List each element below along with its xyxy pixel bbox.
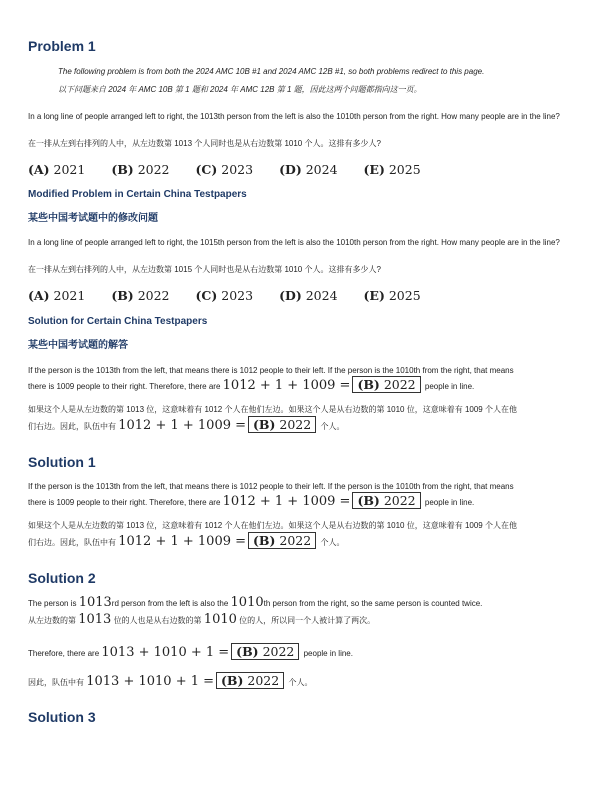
modified-problem-heading-zh: 某些中国考试题中的修改问题 (28, 213, 158, 224)
boxed-answer: (B) 2022 (352, 376, 420, 393)
choice-e: (E) 2025 (363, 288, 421, 303)
china-solution-en-line2: there is 1009 people to their right. Therefore, there are 1012 + 1 + 1009 = (B) 2022 people in line. (28, 377, 475, 393)
choice-b: (B) 2022 (111, 288, 170, 303)
solution-1-en-line2: there is 1009 people to their right. Therefore, there are 1012 + 1 + 1009 = (B) 2022 people in line. (28, 493, 475, 509)
boxed-answer: (B) 2022 (248, 416, 316, 433)
solution-2-therefore-zh: 因此，队伍中有 1013 + 1010 + 1 = (B) 2022 个人。 (28, 673, 313, 689)
choice-b: (B) 2022 (111, 162, 170, 177)
boxed-answer: (B) 2022 (352, 492, 420, 509)
math-expression: 1012 + 1 + 1009 = (222, 494, 351, 509)
problem-1-choices (28, 162, 443, 177)
china-solution-heading-en: Solution for Certain China Testpapers (28, 316, 208, 327)
math-expression: 1012 + 1 + 1009 = (118, 534, 247, 549)
choice-d: (D) 2024 (279, 288, 338, 303)
problem-1-text-en: In a long line of people arranged left to right, the 1013th person from the left is also the 1010th person from the right. How many people are in the line? (28, 112, 560, 121)
math-expression: 1012 + 1 + 1009 = (222, 378, 351, 393)
solution-2-en-text: The person is 1013rd person from the left is also the 1010th person from the right, so the same person is counted twice. (28, 595, 483, 610)
solution-1-heading: Solution 1 (28, 454, 96, 470)
solution-2-therefore-en: Therefore, there are 1013 + 1010 + 1 = (B) 2022 people in line. (28, 644, 353, 660)
boxed-answer: (B) 2022 (231, 643, 299, 660)
choice-c: (C) 2023 (195, 288, 254, 303)
modified-problem-text-zh: 在一排从左到右排列的人中，从左边数第 1015 个人同时也是从右边数第 1010 个人。这排有多少人? (28, 265, 381, 274)
solution-2-zh-text: 从左边数的第 1013 位的人也是从右边数的第 1010 位的人，所以同一个人被计算了两次。 (28, 612, 376, 627)
problem-1-heading: Problem 1 (28, 38, 96, 54)
redirect-note-zh: 以下问题来自 2024 年 AMC 10B 第 1 题和 2024 年 AMC 12B 第 1 题，因此这两个问题都指向这一页。 (58, 85, 422, 94)
math-expression: 1013 + 1010 + 1 = (101, 645, 230, 660)
redirect-note-en: The following problem is from both the 2024 AMC 10B #1 and 2024 AMC 12B #1, so both problems redirect to this page. (58, 67, 485, 76)
math-expression: 1013 + 1010 + 1 = (86, 674, 215, 689)
solution-1-zh-line2: 们右边。因此，队伍中有 1012 + 1 + 1009 = (B) 2022 个人。 (28, 533, 345, 549)
solution-1-en-line1: If the person is the 1013th from the left, that means there is 1012 people to their left. If the person is the 1010th from the right, that means (28, 482, 514, 491)
solution-3-heading: Solution 3 (28, 709, 96, 725)
modified-problem-heading-en: Modified Problem in Certain China Testpapers (28, 189, 247, 200)
boxed-answer: (B) 2022 (216, 672, 284, 689)
choice-e: (E) 2025 (363, 162, 421, 177)
china-solution-zh-line2: 们右边。因此，队伍中有 1012 + 1 + 1009 = (B) 2022 个人。 (28, 417, 345, 433)
china-solution-en-line1: If the person is the 1013th from the left, that means there is 1012 people to their left. If the person is the 1010th from the right, that means (28, 366, 514, 375)
china-solution-heading-zh: 某些中国考试题的解答 (28, 340, 128, 351)
solution-2-heading: Solution 2 (28, 570, 96, 586)
choice-a: (A) 2021 (28, 288, 86, 303)
china-solution-zh-line1: 如果这个人是从左边数的第 1013 位，这意味着有 1012 个人在他们左边。如果这个人是从右边数的第 1010 位，这意味着有 1009 个人在他 (28, 405, 517, 414)
choice-a: (A) 2021 (28, 162, 86, 177)
problem-1-text-zh: 在一排从左到右排列的人中，从左边数第 1013 个人同时也是从右边数第 1010 个人。这排有多少人? (28, 139, 381, 148)
boxed-answer: (B) 2022 (248, 532, 316, 549)
choice-c: (C) 2023 (195, 162, 254, 177)
modified-problem-text-en: In a long line of people arranged left to right, the 1015th person from the left is also the 1010th person from the right. How many people are in the line? (28, 238, 560, 247)
solution-1-zh-line1: 如果这个人是从左边数的第 1013 位，这意味着有 1012 个人在他们左边。如果这个人是从右边数的第 1010 位，这意味着有 1009 个人在他 (28, 521, 517, 530)
modified-problem-choices (28, 288, 443, 303)
choice-d: (D) 2024 (279, 162, 338, 177)
math-expression: 1012 + 1 + 1009 = (118, 418, 247, 433)
